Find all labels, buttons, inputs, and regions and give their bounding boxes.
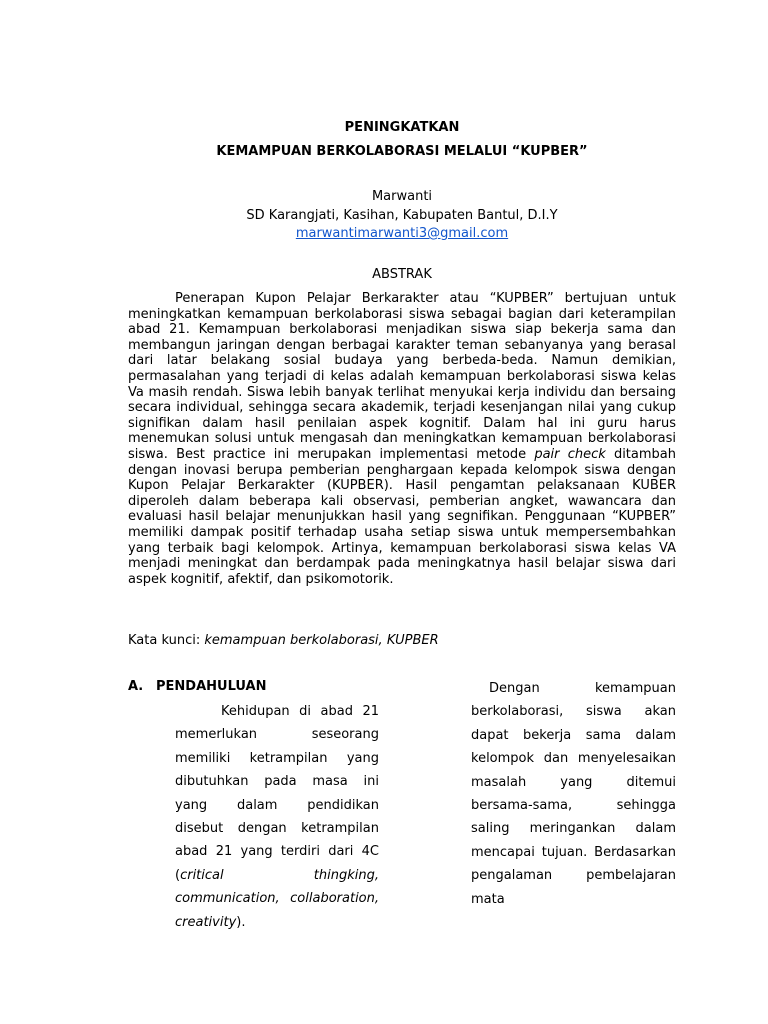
- keywords: [128, 632, 676, 650]
- abstract-text-1: Penerapan Kupon Pelajar Berkarakter atau “KUPBER” bertujuan untuk meningkatkan kemampuan berkolaborasi siswa sebagai bagian dari keterampilan abad 21. Kemampuan berkolaborasi menjadikan siswa siap bekerja sama dan membangun jaringan dengan berbagai karakter teman sebanyanya yang berasal dari latar belakang sosial budaya yang berbeda-beda. Namun demikian, permasalahan yang terjadi di kelas adalah kemampuan berkolaborasi siswa kelas Va masih rendah. Siswa lebih banyak terlihat menyukai kerja individu dan bersaing secara individual, sehingga secara akademik, terjadi kesenjangan nilai yang cukup signifikan dalam hasil penilaian aspek kognitif. Dalam hal ini guru harus menemukan solusi untuk mengasah dan meningkatkan kemampuan berkolaborasi siswa. Best practice ini merupakan implementasi metode: [128, 291, 676, 462]
- abstract-text-2: ditambah dengan inovasi berupa pemberian penghargaan kepada kelompok siswa dengan Kupon Pelajar Berkarakter (KUPBER). Hasil pengamtan pelaksanaan KUBER diperoleh dalam beberapa kali observasi, pemberian angket, wawancara dan evaluasi hasil belajar menunjukkan hasil yang segnifikan. Penggunaan “KUPBER” memiliki dampak positif terhadap usaha setiap siswa untuk mempersembahkan yang terbaik bagi kelompok. Artinya, kemampuan berkolaborasi siswa kelas VA menjadi meningkat dan berdampak pada meningkatnya hasil belajar siswa dari aspek kognitif, afektif, dan psikomotorik.: [128, 446, 676, 587]
- left-column-italic: critical thingking, communication, collaboration, creativity: [175, 867, 379, 930]
- title-line-1: PENINGKATKAN: [344, 120, 460, 135]
- keywords-label: Kata kunci:: [128, 633, 205, 648]
- right-column-paragraph: Dengan kemampuan berkolaborasi, siswa akan dapat bekerja sama dalam kelompok dan menyelesaikan masalah yang ditemui bersama-sama, sehingga saling meringankan dalam mencapai tujuan. Berdasarkan pengalaman pembelajaran mata: [471, 681, 676, 907]
- author-email: [128, 225, 676, 243]
- left-column-text-2: ).: [236, 914, 246, 930]
- abstract-italic-term: pair check: [534, 446, 606, 462]
- author-affiliation: SD Karangjati, Kasihan, Kabupaten Bantul, D.I.Y: [246, 208, 558, 223]
- left-column-paragraph: [175, 700, 379, 934]
- section-letter: A.: [128, 679, 144, 694]
- author-name: Marwanti: [371, 189, 433, 204]
- abstract-body: [128, 291, 676, 587]
- title-line-2: KEMAMPUAN BERKOLABORASI MELALUI “KUPBER”: [216, 144, 588, 159]
- section-heading: [128, 678, 267, 696]
- email-link[interactable]: marwantimarwanti3@gmail.com: [295, 226, 509, 241]
- keywords-value: kemampuan berkolaborasi, KUPBER: [204, 633, 439, 648]
- left-column-text-1: Kehidupan di abad 21 memerlukan seseorang memiliki ketrampilan yang dibutuhkan pada masa ini yang dalam pendidikan disebut dengan ketrampilan abad 21 yang terdiri dari 4C (: [175, 704, 379, 883]
- section-title: PENDAHULUAN: [156, 679, 267, 694]
- abstract-heading: ABSTRAK: [372, 267, 432, 282]
